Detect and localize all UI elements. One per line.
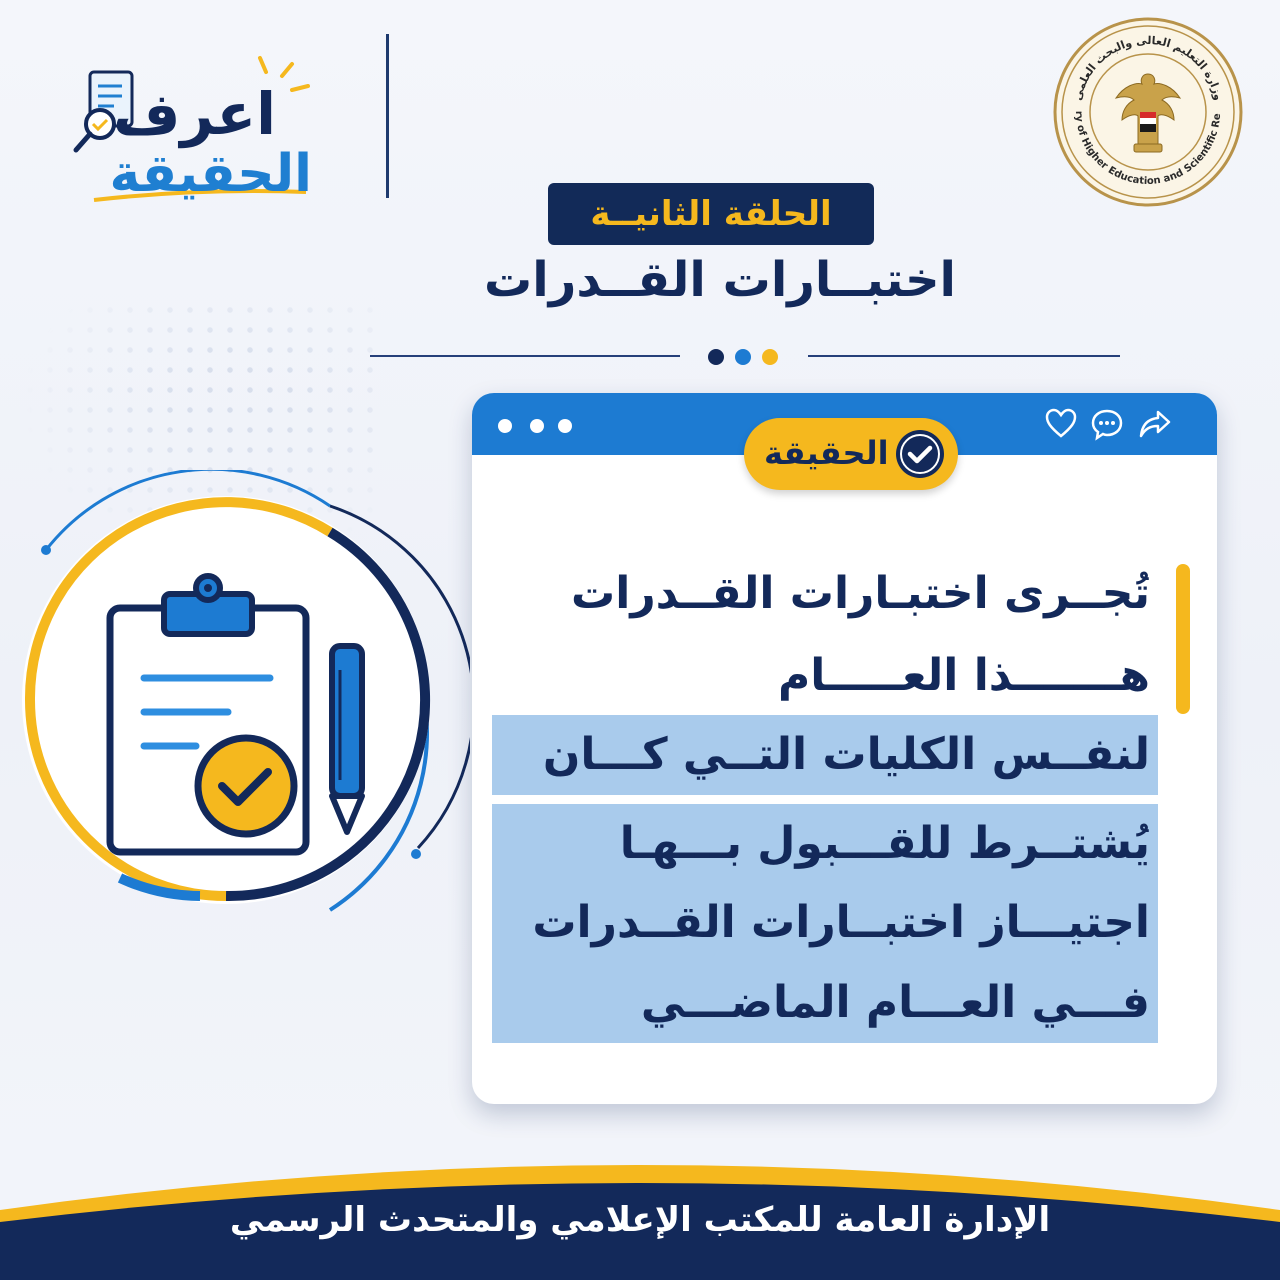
- clipboard-illustration: [0, 470, 470, 940]
- logo-line2: الحقيقة: [109, 144, 312, 204]
- ministry-seal: [1052, 16, 1244, 208]
- title-separator-right: [808, 355, 1120, 357]
- page-title: اختبــارات القــدرات: [484, 252, 956, 308]
- window-dot: [530, 419, 544, 433]
- fact-line-2: هـــــــذا العـــــام: [777, 650, 1150, 701]
- title-separator-left: [370, 355, 680, 357]
- fact-badge: [744, 418, 958, 490]
- fact-line-4: يُشتــرط للقـــبول بـــهـا: [492, 804, 1158, 884]
- footer-text: الإدارة العامة للمكتب الإعلامي والمتحدث الرسمي: [229, 1200, 1051, 1240]
- window-dot: [498, 419, 512, 433]
- header-divider: [386, 34, 389, 198]
- separator-dot: [735, 349, 751, 365]
- know-the-truth-logo: [70, 52, 320, 212]
- episode-label: الحلقة الثانيــة: [590, 194, 832, 234]
- logo-line1: اعرف: [113, 80, 276, 148]
- fact-line-3: لنفــس الكليات التــي كـــان: [492, 715, 1158, 795]
- check-icon: [894, 428, 946, 480]
- fact-label: الحقيقة: [764, 434, 889, 472]
- seal-english-text: ry of Higher Education and Scientific Re: [1072, 110, 1224, 188]
- fact-line-6: فـــي العـــام الماضـــي: [492, 963, 1158, 1043]
- share-icon[interactable]: [1138, 407, 1172, 441]
- pencil-icon: [332, 646, 362, 832]
- window-dot: [558, 419, 572, 433]
- episode-badge: [548, 183, 874, 245]
- separator-dot: [708, 349, 724, 365]
- seal-arabic-text: وزارة التعليم العالى والبحث العلمى: [1070, 33, 1225, 102]
- separator-dot: [762, 349, 778, 365]
- accent-bar: [1176, 564, 1190, 714]
- heart-icon[interactable]: [1044, 407, 1078, 441]
- fact-line-1: تُجــرى اختبـارات القــدرات: [571, 568, 1150, 619]
- comment-icon[interactable]: [1090, 407, 1124, 441]
- check-icon: [198, 738, 294, 834]
- fact-line-5: اجتيـــاز اختبــارات القــدرات: [492, 883, 1158, 963]
